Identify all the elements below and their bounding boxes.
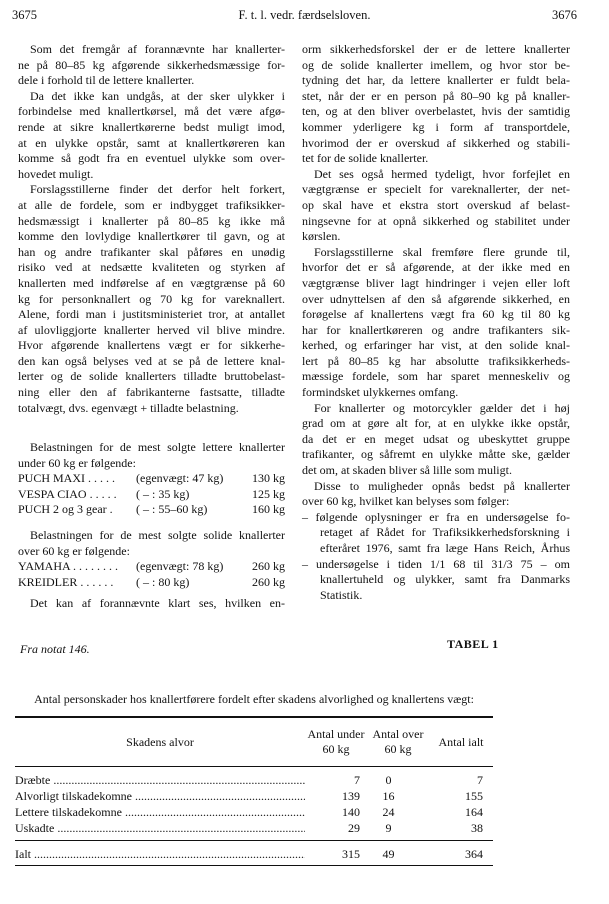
text-line: ten, og at den bliver overbelastet, hvis der samtidig — [302, 104, 570, 119]
light-intro-line: Belastningen for de mest solgte lettere knallerter — [30, 440, 285, 454]
text-line: lert på 80–85 kg har absolutte trafiksikkerheds- — [302, 353, 570, 368]
text-line: Forslagsstillerne skal fremføre flere grunde til, — [314, 244, 570, 259]
moped-weight: (egenvægt: 47 kg) — [136, 471, 224, 486]
table-caption: Antal personskader hos knallertførere fordelt efter skadens alvorlighed og knallertens vægt: — [34, 692, 474, 706]
moped-name: PUCH MAXI . . . . . — [18, 471, 116, 486]
text-line: op skal have et ekstra stort overskud af belast- — [302, 197, 570, 212]
text-line: – undersøgelse i tiden 1/1 68 til 31/3 75 – om — [302, 556, 570, 571]
text-line: Det ses også hermed tydeligt, hvor forfejlet en — [314, 166, 570, 181]
text-line: For knallerter og motorcykler gælder det i høj — [314, 400, 570, 415]
left-column — [18, 42, 285, 416]
moped-name: VESPA CIAO . . . . . — [18, 486, 117, 501]
cell-over: 16 — [382, 789, 395, 803]
text-line: komme den lovlydige knallertkører til gavn, og at — [18, 229, 285, 244]
text-line: forøgelse af knallertens vægt fra 60 kg til 80 kg — [302, 307, 570, 322]
text-line: trafikanter, og såfremt en ulykke måtte ske, gælder — [302, 447, 570, 462]
text-line: ning eller den af fabrikanterne fastsatte, tilladte — [18, 385, 285, 400]
text-line: Som det fremgår af forannævnte har knallerter- — [30, 42, 285, 56]
moped-name: YAMAHA . . . . . . . . — [18, 559, 119, 574]
moped-weight: (egenvægt: 78 kg) — [136, 559, 224, 574]
text-line: Hvor afgørende knallertens vægt er for sikkerhe- — [18, 338, 285, 353]
text-line: hvorimod der er overskud af sikkerhed og stabili- — [302, 135, 570, 150]
paragraph — [18, 182, 285, 416]
running-title: F. t. l. vedr. færdselsloven. — [238, 8, 371, 22]
text-line: ne på 80–85 kg afgørende sikkerhedsmæssige for- — [18, 57, 285, 72]
text-line: stet, når der er en person på 80–90 kg på knaller- — [302, 88, 570, 103]
header-total: Antal ialt — [438, 734, 484, 749]
paragraph — [302, 245, 570, 401]
row-label: Uskadte ..... — [15, 820, 305, 836]
paragraph — [302, 401, 570, 479]
row-label: Dræbte ..... — [15, 772, 305, 788]
text-line: rende at sikre knallertkørerne bedst muligt imod, — [18, 119, 285, 134]
text-line: hovedet muligt. — [18, 166, 94, 181]
cell-over: 24 — [382, 805, 395, 819]
moped-load: 260 kg — [252, 559, 285, 574]
text-line: risiko ved at nedsætte kvaliteten og styrken af — [18, 260, 285, 275]
text-line: totalvægt, dvs. egenvægt + tilladte belastning. — [18, 400, 239, 415]
text-line: vægtgrænse bliver lagt hindringer i vejen eller loft — [302, 275, 570, 290]
cell-under: 139 — [342, 789, 360, 803]
text-line: Statistik. — [320, 587, 363, 602]
text-line: efteråret 1976, samt fra læge Hans Reich, Århus — [320, 541, 570, 555]
text-line: kommer yderligere kg i form af transportdele, — [302, 119, 570, 134]
text-line: at en ulykke opstår, samt at knallertkøreren kan — [18, 135, 285, 150]
header-under-60: Antal under 60 kg — [307, 727, 365, 756]
total-row — [15, 841, 493, 865]
moped-weight: ( – : 55–60 kg) — [136, 502, 208, 517]
text-line: komme så godt fra en eventuel ulykke som over- — [18, 151, 285, 166]
cell-under: 7 — [354, 773, 360, 787]
text-line: det om, at skaden bliver så lille som muligt. — [302, 463, 512, 478]
row-label: Lettere tilskadekomne ..... — [15, 804, 305, 820]
text-line: dele i forhold til de lettere knallerter. — [18, 73, 195, 88]
text-line: tet for de solide knallerter. — [302, 151, 429, 166]
text-line: kerhed, og erfaringer har vist, at den solide knal- — [302, 338, 570, 353]
paragraph — [302, 510, 570, 604]
text-line: han og andre trafikanter skal påføres en unødig — [18, 244, 285, 259]
text-line: Forslagsstillerne finder det derfor helt forkert, — [30, 182, 285, 197]
cell-total: 164 — [465, 805, 483, 819]
cell-total: 7 — [477, 773, 483, 787]
moped-weight: ( – : 80 kg) — [136, 574, 190, 589]
text-line: knallerten med indførelse af en vægtgrænse på 60 — [18, 275, 285, 290]
text-line: da det er en meget udsat og ubeskyttet gruppe — [302, 431, 570, 446]
text-line: hvorfor det er så afgørende, at der ikke med en — [302, 260, 570, 275]
total-total: 364 — [465, 847, 483, 861]
moped-row — [18, 575, 285, 591]
text-line: orm sikkerhedsforskel der er de lettere knallerter — [302, 42, 570, 56]
moped-row — [18, 487, 285, 503]
total-label: Ialt ..... — [15, 846, 305, 862]
injury-table — [15, 716, 493, 866]
moped-name: PUCH 2 og 3 gear . — [18, 502, 113, 517]
text-line: vægtgrænse er specielt for vareknallerter, der net- — [302, 182, 570, 197]
table-header — [15, 718, 493, 767]
right-column — [302, 42, 570, 603]
header-over-60: Antal over 60 kg — [372, 727, 424, 756]
moped-load: 160 kg — [252, 502, 285, 517]
paragraph — [18, 89, 285, 183]
paragraph — [302, 167, 570, 245]
text-line: mæssige fordele, som har sparet menneskeliv og — [302, 369, 570, 384]
table-label: TABEL 1 — [447, 637, 499, 651]
text-line: tydning det har, da lettere knallerter er fuldt bela- — [302, 73, 570, 88]
text-line: den kan også belyses ved at se på de lettere knal- — [18, 353, 285, 368]
table-source: Fra notat 146. — [20, 642, 90, 656]
light-intro-line: under 60 kg er følgende: — [18, 455, 136, 470]
table-row — [15, 772, 493, 788]
text-line: kg for personknallert og 70 kg for vareknallert. — [18, 291, 285, 306]
header-severity: Skadens alvor — [126, 734, 194, 749]
text-line: hedsmæssigt i knallerter på 80–85 kg ikke må — [18, 213, 285, 228]
moped-row — [18, 502, 285, 518]
text-line: – følgende oplysninger er fra en undersøgelse fo- — [302, 509, 570, 524]
cell-total: 155 — [465, 789, 483, 803]
moped-row — [18, 559, 285, 575]
moped-load: 125 kg — [252, 486, 285, 501]
text-line: retaget af Rådet for Trafiksikkerhedsforskning i — [320, 525, 570, 540]
table-row — [15, 804, 493, 820]
text-line: og de solide knallerter imellem, og hvor stor be- — [302, 57, 570, 72]
moped-name: KREIDLER . . . . . . — [18, 574, 114, 589]
text-line: formindsket ulykkernes omfang. — [302, 385, 459, 400]
page-number-right: 3676 — [552, 8, 577, 22]
solid-intro-line: Belastningen for de mest solgte solide knallerter — [30, 528, 285, 542]
closing-line: Det kan af forannævnte klart ses, hvilken en- — [30, 596, 285, 610]
cell-under: 140 — [342, 805, 360, 819]
paragraph — [302, 479, 570, 510]
cell-over: 0 — [385, 773, 392, 787]
text-line: forbindelse med knallertkørsel, må det være afgø- — [18, 104, 285, 119]
total-over: 49 — [382, 847, 395, 861]
table-row — [15, 820, 493, 836]
text-line: kørslen. — [302, 229, 341, 244]
moped-load: 260 kg — [252, 574, 285, 589]
text-line: over udnyttelsen af den så afgørende sikkerhed, en — [302, 291, 570, 306]
text-line: Da det ikke kan undgås, at der sker ulykker i — [30, 88, 285, 103]
text-line: grad om at gøre alt for, at en ulykke ikke opstår, — [302, 416, 570, 431]
light-mopeds-section — [18, 440, 285, 518]
table-row — [15, 788, 493, 804]
text-line: lerter og de solide knallerters tilladte bruttobelast- — [18, 369, 285, 384]
moped-row — [18, 471, 285, 487]
cell-over: 9 — [385, 821, 392, 835]
text-line: Alene, fordi man i justitsministeriet tror, at antallet — [18, 307, 285, 322]
text-line: over 60 kg, hvilket kan belyses som følger: — [302, 494, 510, 509]
text-line: Disse to muligheder opnås bedst på knallerter — [314, 478, 570, 493]
moped-weight: ( – : 35 kg) — [136, 486, 190, 501]
text-line: har for knallertkøreren og andre trafikanters sik- — [302, 322, 570, 337]
text-line: at alle de fordele, som er indbygget trafiksikker- — [18, 197, 285, 212]
paragraph — [18, 42, 285, 89]
solid-intro-line: over 60 kg er følgende: — [18, 543, 130, 558]
solid-mopeds-section — [18, 528, 285, 590]
row-label: Alvorligt tilskadekomne ..... — [15, 788, 305, 804]
text-line: ningsevne for at opnå sikkerhed og stabilitet under — [302, 213, 570, 228]
text-line: af ulovliggjorte knallerter herved vil blive mindre. — [18, 322, 285, 337]
moped-load: 130 kg — [252, 471, 285, 486]
text-line: knallertuheld og ulykker, samt fra Danmarks — [320, 572, 570, 587]
cell-total: 38 — [471, 821, 483, 835]
total-under: 315 — [342, 847, 360, 861]
paragraph — [302, 42, 570, 167]
cell-under: 29 — [348, 821, 360, 835]
page-number-left: 3675 — [12, 8, 37, 22]
